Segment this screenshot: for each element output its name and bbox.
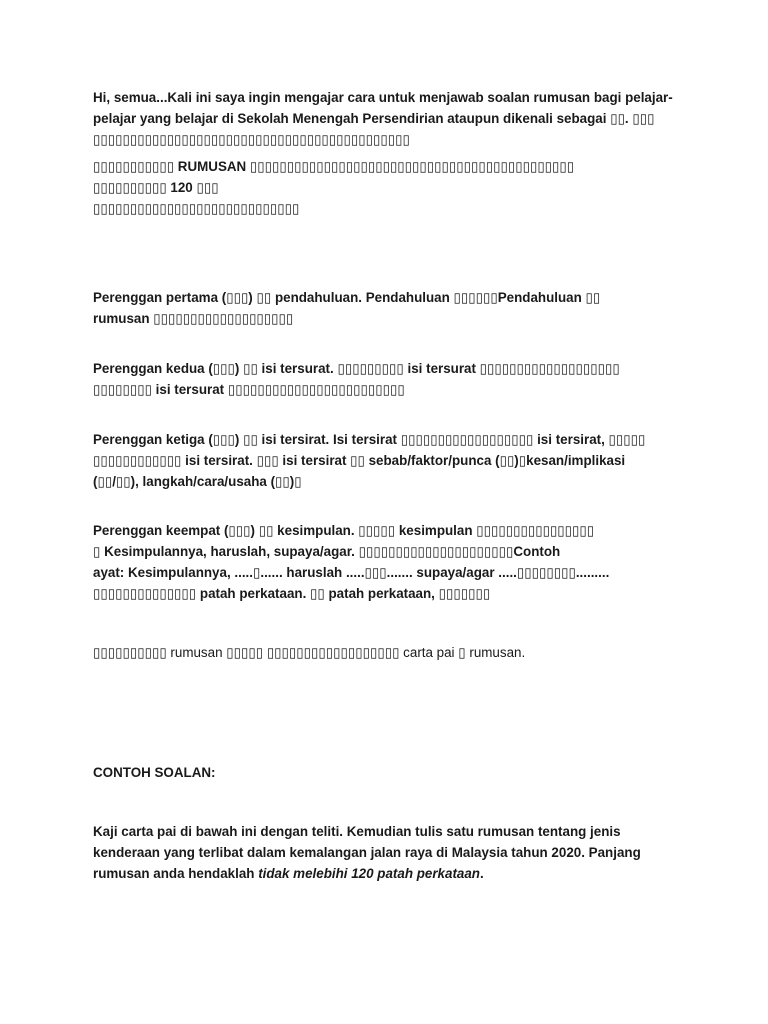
text-line: ▯▯▯▯▯▯▯▯▯▯▯▯▯▯ patah perkataan. ▯▯ patah perkataan, ▯▯▯▯▯▯▯ <box>93 586 491 601</box>
emphasis-text: tidak melebihi 120 patah perkataan <box>258 866 480 881</box>
text-line: Kaji carta pai di bawah ini dengan teliti. Kemudian tulis satu rumusan tentang jenis <box>93 824 621 839</box>
text-line: Perenggan ketiga (▯▯▯) ▯▯ isi tersirat. Isi tersirat ▯▯▯▯▯▯▯▯▯▯▯▯▯▯▯▯▯▯ isi tersirat, ▯▯▯▯▯ <box>93 432 646 447</box>
text-run: ▯▯▯▯▯ ▯▯▯▯▯▯▯▯▯▯▯▯▯▯▯▯▯▯ <box>226 645 400 660</box>
text-line: ayat: Kesimpulannya, .....▯...... haruslah .....▯▯▯....... supaya/agar .....▯▯▯▯▯▯▯▯......... <box>93 565 610 580</box>
text-line: ▯▯▯▯▯▯▯▯▯▯▯▯▯▯▯▯▯▯▯▯▯▯▯▯▯▯▯▯▯▯▯▯▯▯▯▯▯▯▯▯▯▯▯ <box>93 132 410 147</box>
text-line <box>93 642 683 663</box>
text-line: pelajar yang belajar di Sekolah Menengah Persendirian ataupun dikenali sebagai ▯▯. ▯▯▯ <box>93 111 655 126</box>
text-line: ▯▯▯▯▯▯▯▯ isi tersurat ▯▯▯▯▯▯▯▯▯▯▯▯▯▯▯▯▯▯▯▯▯▯▯▯ <box>93 382 405 397</box>
intro-paragraph <box>93 87 683 150</box>
paragraph-second <box>93 358 683 400</box>
text-run: rumusan anda hendaklah <box>93 866 259 881</box>
text-line: ▯▯▯▯▯▯▯▯▯▯▯▯▯▯▯▯▯▯▯▯▯▯▯▯▯▯▯▯ <box>93 201 300 216</box>
text-line: ▯ Kesimpulannya, haruslah, supaya/agar. ▯▯▯▯▯▯▯▯▯▯▯▯▯▯▯▯▯▯▯▯▯Contoh <box>93 544 561 559</box>
text-line: ▯▯▯▯▯▯▯▯▯▯▯▯ isi tersirat. ▯▯▯ isi tersirat ▯▯ sebab/faktor/punca (▯▯)▯kesan/implikasi <box>93 453 626 468</box>
text-run: rumusan. <box>465 645 526 660</box>
text-run: carta pai <box>399 645 459 660</box>
text-line <box>93 863 683 884</box>
text-run: ▯ <box>458 645 466 660</box>
text-line: rumusan ▯▯▯▯▯▯▯▯▯▯▯▯▯▯▯▯▯▯▯ <box>93 311 294 326</box>
paragraph-fourth <box>93 520 683 604</box>
heading-text: CONTOH SOALAN: <box>93 765 216 780</box>
pie-chart-note <box>93 642 683 663</box>
text-line: ▯▯▯▯▯▯▯▯▯▯ 120 ▯▯▯ <box>93 180 219 195</box>
text-line: Perenggan keempat (▯▯▯) ▯▯ kesimpulan. ▯▯▯▯▯ kesimpulan ▯▯▯▯▯▯▯▯▯▯▯▯▯▯▯▯ <box>93 523 595 538</box>
rumusan-length-paragraph <box>93 156 683 219</box>
text-run: . <box>479 866 484 881</box>
text-line: Hi, semua...Kali ini saya ingin mengajar cara untuk menjawab soalan rumusan bagi pelajar- <box>93 90 673 105</box>
text-run: ▯▯▯▯▯▯▯▯▯▯ <box>93 645 167 660</box>
text-line: Perenggan pertama (▯▯▯) ▯▯ pendahuluan. Pendahuluan ▯▯▯▯▯▯Pendahuluan ▯▯ <box>93 290 601 305</box>
example-heading <box>93 762 683 783</box>
paragraph-third <box>93 429 683 492</box>
text-line: (▯▯/▯▯), langkah/cara/usaha (▯▯)▯ <box>93 474 302 489</box>
text-run: rumusan <box>166 645 227 660</box>
question-paragraph <box>93 821 683 884</box>
text-line: kenderaan yang terlibat dalam kemalangan jalan raya di Malaysia tahun 2020. Panjang <box>93 845 641 860</box>
text-line: Perenggan kedua (▯▯▯) ▯▯ isi tersurat. ▯▯▯▯▯▯▯▯▯ isi tersurat ▯▯▯▯▯▯▯▯▯▯▯▯▯▯▯▯▯▯▯ <box>93 361 620 376</box>
paragraph-first <box>93 287 683 329</box>
text-line: ▯▯▯▯▯▯▯▯▯▯▯ RUMUSAN ▯▯▯▯▯▯▯▯▯▯▯▯▯▯▯▯▯▯▯▯▯▯▯▯▯▯▯▯▯▯▯▯▯▯▯▯▯▯▯▯▯▯▯▯ <box>93 159 575 174</box>
